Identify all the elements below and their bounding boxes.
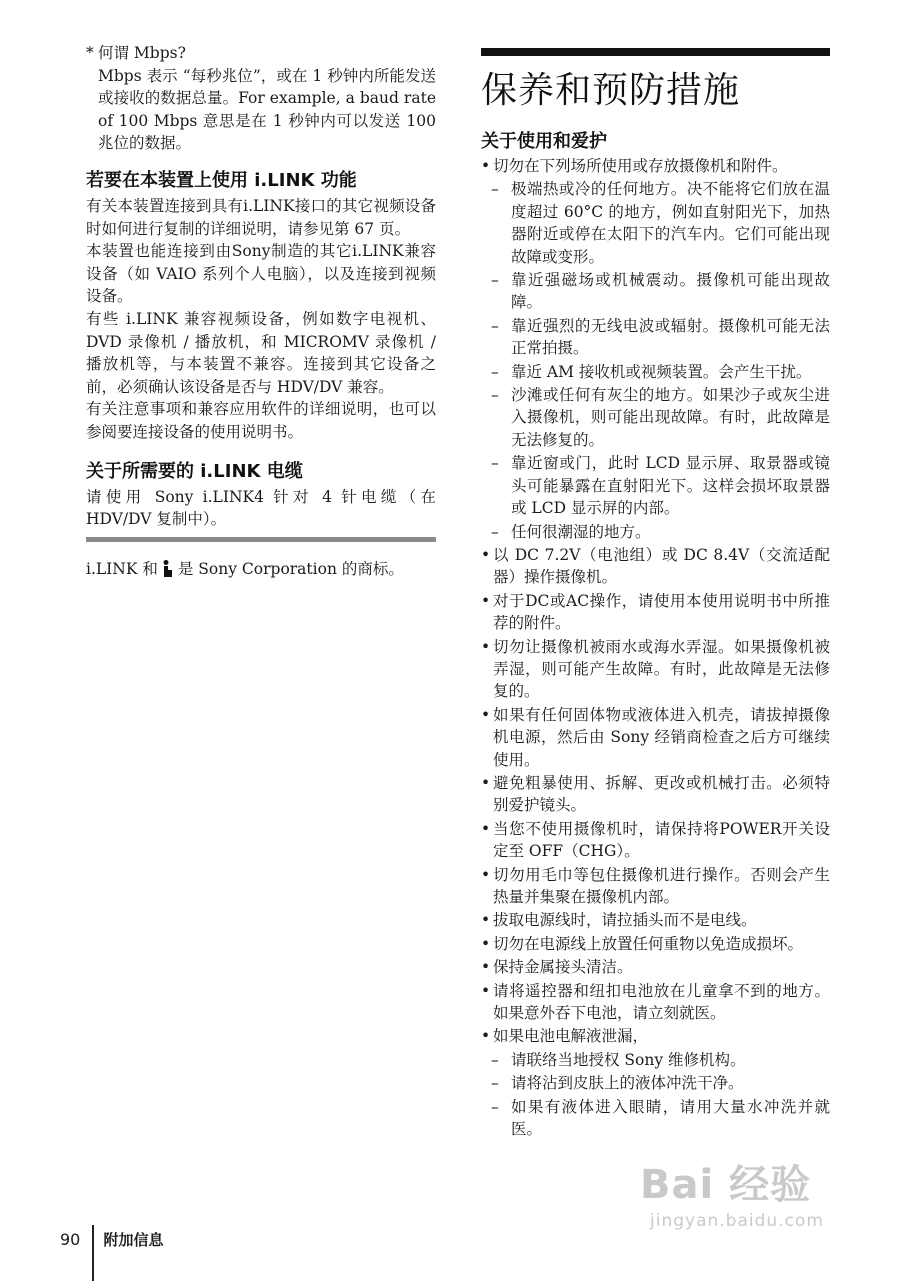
- precaution-text: 如果有任何固体物或液体进入机壳，请拔掉摄像机电源，然后由 Sony 经销商检查之后方可继续使用。: [493, 705, 830, 769]
- page-number: 90: [60, 1230, 81, 1249]
- precaution-subitem: [481, 1072, 830, 1094]
- precaution-text: 以 DC 7.2V（电池组）或 DC 8.4V（交流适配器）操作摄像机。: [493, 545, 830, 587]
- precaution-subtext: 靠近 AM 接收机或视频装置。会产生干扰。: [511, 362, 812, 381]
- precaution-item: [481, 864, 830, 909]
- precaution-subitem: [481, 1049, 830, 1071]
- watermark-url: jingyan.baidu.com: [650, 1211, 824, 1231]
- dash-mark: –: [491, 362, 499, 381]
- baidu-watermark: [640, 1160, 880, 1250]
- bullet-mark: •: [481, 545, 491, 564]
- precaution-subitem: [481, 1096, 830, 1141]
- note-asterisk: *: [86, 44, 94, 62]
- trademark-after: 是 Sony Corporation 的商标。: [177, 559, 404, 578]
- section-ilink-paragraph: 本装置也能连接到由Sony制造的其它i.LINK兼容设备（如 VAIO 系列个人电脑），以及连接到视频设备。: [86, 242, 436, 306]
- precaution-item: [481, 956, 830, 978]
- precaution-text: 避免粗暴使用、拆解、更改或机械打击。必须特别爱护镜头。: [493, 773, 830, 815]
- dash-mark: –: [491, 1074, 499, 1093]
- bullet-mark: •: [481, 911, 491, 930]
- dash-mark: –: [491, 271, 499, 290]
- section-ilink-title: 若要在本装置上使用 i.LINK 功能: [86, 169, 357, 191]
- page-title: 保养和预防措施: [481, 70, 741, 111]
- precaution-item: [481, 980, 830, 1025]
- dash-mark: –: [491, 180, 499, 199]
- precaution-text: 拔取电源线时，请拉插头而不是电线。: [493, 911, 757, 930]
- precaution-subtext: 靠近强磁场或机械震动。摄像机可能出现故障。: [511, 271, 830, 312]
- precaution-subtext: 任何很潮湿的地方。: [511, 522, 651, 541]
- ilink-logo-icon: [162, 559, 174, 579]
- section-ilink-paragraph: 有些 i.LINK 兼容视频设备，例如数字电视机、DVD 录像机 / 播放机，和 MICROMV 录像机 / 播放机等，与本装置不兼容。连接到其它设备之前，必须确认该设备是否与 HDV/DV 兼容。: [86, 309, 436, 396]
- bullet-mark: •: [481, 1027, 491, 1046]
- dash-mark: –: [491, 522, 499, 541]
- section-ilink-paragraph: 有关本装置连接到具有i.LINK接口的其它视频设备时如何进行复制的详细说明，请参见第 67 页。: [86, 196, 436, 238]
- watermark-main: Bai 经验: [640, 1162, 812, 1208]
- precaution-item: [481, 933, 830, 955]
- section-cable-title: 关于所需要的 i.LINK 电缆: [86, 460, 303, 482]
- bullet-mark: •: [481, 773, 491, 792]
- precaution-subtext: 靠近窗或门，此时 LCD 显示屏、取景器或镜头可能暴露在直射阳光下。这样会损坏取景器或 LCD 显示屏的内部。: [511, 454, 830, 518]
- precaution-text: 如果电池电解液泄漏，: [493, 1027, 649, 1046]
- section-cable-paragraph: 请使用 Sony i.LINK4 针对 4 针电缆（在 HDV/DV 复制中）。: [86, 487, 436, 529]
- precaution-item: [481, 1025, 830, 1047]
- bullet-mark: •: [481, 958, 491, 977]
- precaution-item: [481, 818, 830, 863]
- note-body: Mbps 表示 “每秒兆位”，或在 1 秒钟内所能发送或接收的数据总量。For example, a baud rate of 100 Mbps 意思是在 1 秒钟内可以发送 100 兆位的数据。: [98, 66, 436, 153]
- precaution-subitem: [481, 269, 830, 314]
- footer-separator: [92, 1225, 94, 1281]
- grey-divider: [86, 537, 436, 542]
- precaution-subtext: 靠近强烈的无线电波或辐射。摄像机可能无法正常拍摄。: [511, 316, 830, 358]
- note-question: 何谓 Mbps?: [98, 44, 186, 62]
- precaution-text: 切勿用毛巾等包住摄像机进行操作。否则会产生热量并集聚在摄像机内部。: [493, 865, 830, 906]
- right-column: [481, 48, 830, 1140]
- bullet-mark: •: [481, 591, 491, 610]
- precaution-text: 保持金属接头清洁。: [493, 958, 633, 977]
- page-footer: [60, 1225, 164, 1281]
- precaution-text: 切勿在电源线上放置任何重物以免造成损坏。: [493, 934, 804, 953]
- dash-mark: –: [491, 1050, 499, 1069]
- black-title-rule: [481, 48, 830, 56]
- precaution-subitem: [481, 361, 830, 383]
- precaution-subtext: 极端热或冷的任何地方。决不能将它们放在温度超过 60°C 的地方，例如直射阳光下，加热器附近或停在太阳下的汽车内。它们可能出现故障或变形。: [511, 180, 830, 266]
- precaution-item: [481, 544, 830, 589]
- precaution-subtext: 如果有液体进入眼睛，请用大量水冲洗并就医。: [511, 1097, 830, 1139]
- precaution-subitem: [481, 384, 830, 451]
- precaution-item: [481, 704, 830, 771]
- precaution-subitem: [481, 521, 830, 543]
- precaution-subtext: 沙滩或任何有灰尘的地方。如果沙子或灰尘进入摄像机，则可能出现故障。有时，此故障是无法修复的。: [511, 386, 830, 449]
- trademark-note: [86, 558, 436, 581]
- precaution-item: [481, 155, 830, 177]
- precaution-subitem: [481, 178, 830, 268]
- precaution-item: [481, 590, 830, 635]
- precaution-text: 当您不使用摄像机时，请保持将POWER开关设定至 OFF（CHG）。: [493, 819, 830, 861]
- bullet-mark: •: [481, 157, 491, 175]
- section-subtitle: 关于使用和爱护: [481, 131, 607, 152]
- precaution-text: 切勿在下列场所使用或存放摄像机和附件。: [493, 157, 788, 175]
- dash-mark: –: [491, 1097, 499, 1116]
- precaution-item: [481, 909, 830, 931]
- precaution-subitem: [481, 452, 830, 519]
- dash-mark: –: [491, 316, 499, 335]
- precaution-item: [481, 636, 830, 703]
- bullet-mark: •: [481, 865, 491, 884]
- mbps-note: [86, 42, 436, 155]
- bullet-mark: •: [481, 705, 491, 724]
- bullet-mark: •: [481, 637, 491, 656]
- precaution-subtext: 请将沾到皮肤上的液体冲洗干净。: [511, 1074, 744, 1093]
- trademark-before: i.LINK 和: [86, 559, 158, 578]
- precaution-list: [481, 155, 830, 1140]
- bullet-mark: •: [481, 819, 491, 838]
- dash-mark: –: [491, 386, 499, 405]
- footer-section-label: 附加信息: [103, 1231, 164, 1249]
- precaution-text: 对于DC或AC操作，请使用本使用说明书中所推荐的附件。: [493, 591, 830, 633]
- precaution-text: 切勿让摄像机被雨水或海水弄湿。如果摄像机被弄湿，则可能产生故障。有时，此故障是无法修复的。: [493, 637, 830, 701]
- dash-mark: –: [491, 454, 499, 473]
- precaution-text: 请将遥控器和纽扣电池放在儿童拿不到的地方。如果意外吞下电池，请立刻就医。: [493, 981, 830, 1023]
- bullet-mark: •: [481, 934, 491, 953]
- precaution-subtext: 请联络当地授权 Sony 维修机构。: [511, 1050, 746, 1069]
- section-ilink-paragraph: 有关注意事项和兼容应用软件的详细说明，也可以参阅要连接设备的使用说明书。: [86, 400, 436, 441]
- left-column: [86, 42, 436, 580]
- precaution-item: [481, 772, 830, 817]
- precaution-subitem: [481, 315, 830, 360]
- bullet-mark: •: [481, 981, 491, 1000]
